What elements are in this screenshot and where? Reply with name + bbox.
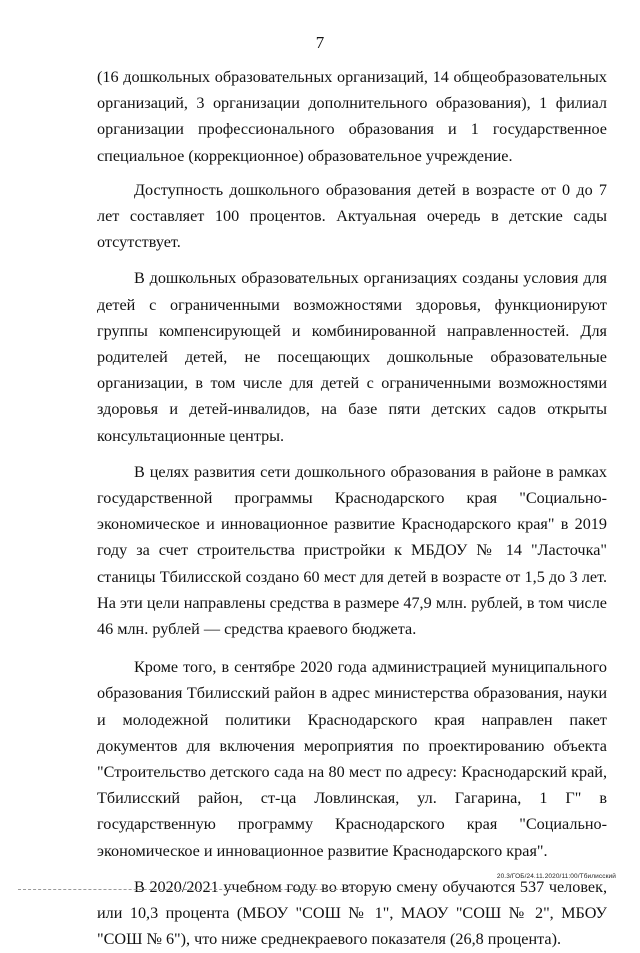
paragraph-preschool-network-development: В целях развития сети дошкольного образования в районе в рамках государственной программы Краснодарского края "Социально-экономическое и инновационное развитие Краснодарского края" в 2019 году за счет строительства пристройки к МБДОУ № 14 "Ласточка" станицы Тбилисской создано 60 мест для детей в возрасте от 1,5 до 3 лет. На эти цели направлены средства в размере 47,9 млн. рублей, в том числе 46 млн. рублей — средства краевого бюджета. [97, 462, 607, 639]
footer-divider [18, 889, 378, 890]
paragraph-organizations-continued: (16 дошкольных образовательных организаций, 14 общеобразовательных организаций, 3 организации дополнительного образования), 1 филиал организации профессионального образования и 1 государственное специальное (коррекционное) образовательное учреждение. [97, 68, 607, 165]
paragraph-second-shift: В 2020/2021 учебном году во вторую смену обучаются 537 человек, или 10,3 процента (МБОУ "СОШ № 1", МАОУ "СОШ № 2", МБОУ "СОШ № 6"), что ниже среднекраевого показателя (26,8 процента). [97, 877, 607, 949]
document-body [97, 64, 607, 953]
paragraph-preschool-availability: Доступность дошкольного образования детей в возрасте от 0 до 7 лет составляет 100 процентов. Актуальная очередь в детские сады отсутствует. [97, 180, 607, 252]
paragraph-disability-conditions: В дошкольных образовательных организациях созданы условия для детей с ограниченными возможностями здоровья, функционируют группы компенсирующей и комбинированной направленностей. Для родителей детей, не посещающих дошкольные образовательные организации, в том числе для детей с ограниченными возможностями здоровья и детей-инвалидов, на базе пяти детских садов открыты консультационные центры. [97, 269, 607, 445]
paragraph-kindergarten-project: Кроме того, в сентябре 2020 года администрацией муниципального образования Тбилисский район в адрес министерства образования, науки и молодежной политики Краснодарского края направлен пакет документов для включения мероприятия по проектированию объекта "Строительство детского сада на 80 мест по адресу: Краснодарский край, Тбилисский район, ст-ца Ловлинская, ул. Гагарина, 1 Г" в государственную программу Краснодарского края "Социально-экономическое и инновационное развитие Краснодарского края". [97, 658, 607, 860]
page-number: 7 [315, 33, 325, 52]
footer-document-code: 20.3/ГОБ/24.11.2020/11:00/Тбилисский [496, 873, 616, 880]
